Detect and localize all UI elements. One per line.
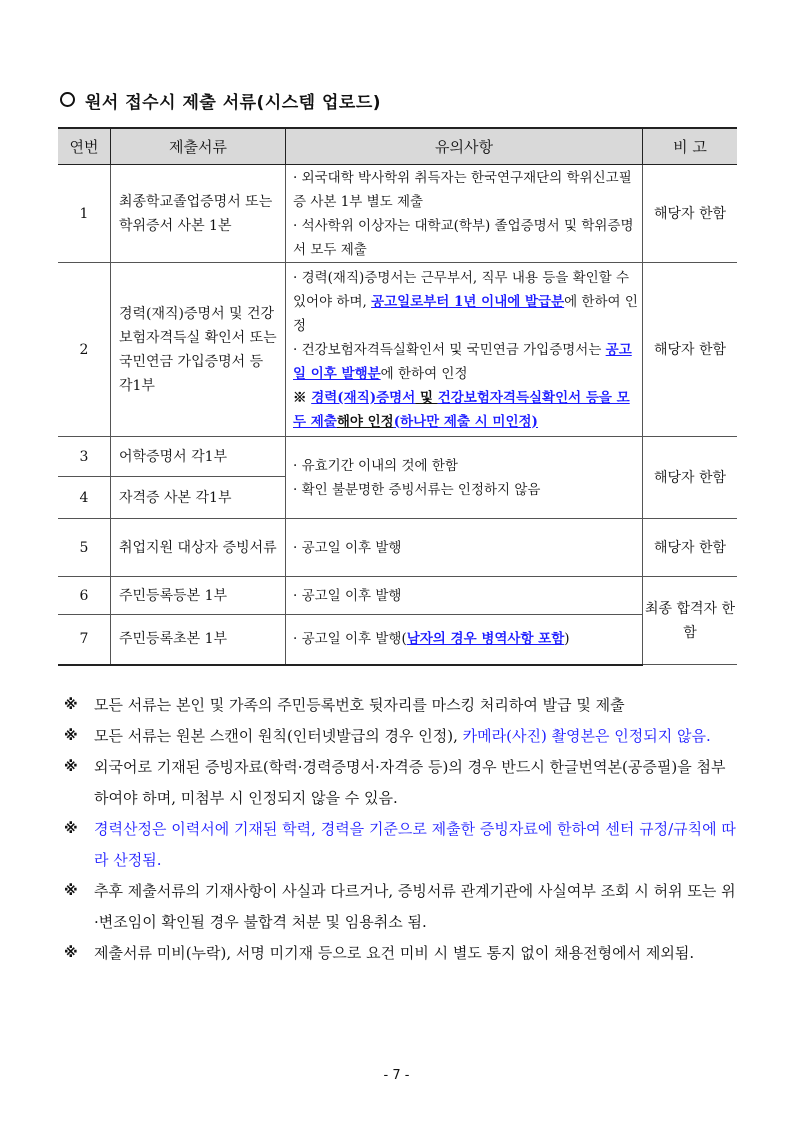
row-num: 3 — [58, 437, 111, 477]
note-line: · 건강보험자격득실확인서 및 국민연금 가입증명서는 공고일 이후 발행분에 한하여 인정 — [293, 341, 632, 382]
note-line: · 확인 불분명한 증빙서류는 인정하지 않음 — [293, 481, 541, 498]
section-title-text: 원서 접수시 제출 서류(시스템 업로드) — [85, 93, 382, 113]
col-header-num: 연번 — [58, 128, 111, 165]
row-remark: 해당자 한함 — [643, 519, 738, 577]
table-row — [58, 577, 737, 615]
notes-list — [64, 690, 739, 969]
page-number: - 7 - — [383, 1068, 410, 1083]
note-item: ※ 외국어로 기재된 증빙자료(학력·경력증명서·자격증 등)의 경우 반드시 한글번역본(공증필)을 첨부하여야 하며, 미첨부 시 인정되지 않을 수 있음. — [64, 758, 726, 807]
col-header-note: 유의사항 — [286, 128, 643, 165]
note-warning: ※ 경력(재직)증명서 및 건강보험자격득실확인서 등을 모두 제출해야 인정(하나만 제출 시 미인정) — [293, 389, 630, 430]
row-doc: 자격증 사본 각1부 — [111, 477, 286, 519]
table-row — [58, 165, 737, 263]
table-row — [58, 519, 737, 577]
row-num: 2 — [58, 263, 111, 437]
row-doc: 취업지원 대상자 증빙서류 — [111, 519, 286, 577]
row-note: · 공고일 이후 발행 — [286, 519, 643, 577]
row-doc: 주민등록등본 1부 — [111, 577, 286, 615]
note-item: ※ 경력산정은 이력서에 기재된 학력, 경력을 기준으로 제출한 증빙자료에 한하여 센터 규정/규칙에 따라 산정됨. — [64, 820, 736, 869]
row-num: 1 — [58, 165, 111, 263]
section-title — [60, 88, 381, 113]
note-line: · 석사학위 이상자는 대학교(학부) 졸업증명서 및 학위증명서 모두 제출 — [293, 217, 634, 258]
row-num: 7 — [58, 615, 111, 665]
note-line: · 유효기간 이내의 것에 한함 — [293, 457, 458, 474]
note-line: · 경력(재직)증명서는 근무부서, 직무 내용 등을 확인할 수 있어야 하며, 공고일로부터 1년 이내에 발급분에 한하여 인정 — [293, 269, 638, 334]
row-doc: 어학증명서 각1부 — [111, 437, 286, 477]
row-num: 5 — [58, 519, 111, 577]
row-remark: 해당자 한함 — [643, 437, 738, 519]
note-item: ※ 모든 서류는 본인 및 가족의 주민등록번호 뒷자리를 마스킹 처리하여 발급 및 제출 — [64, 696, 625, 714]
row-note — [286, 165, 643, 263]
note-line: · 외국대학 박사학위 취득자는 한국연구재단의 학위신고필증 사본 1부 별도 제출 — [293, 169, 632, 210]
row-num: 6 — [58, 577, 111, 615]
row-remark: 해당자 한함 — [643, 263, 738, 437]
row-note: · 공고일 이후 발행(남자의 경우 병역사항 포함) — [286, 615, 643, 665]
row-note — [286, 263, 643, 437]
row-doc: 최종학교졸업증명서 또는 학위증서 사본 1본 — [111, 165, 286, 263]
col-header-remark: 비 고 — [643, 128, 738, 165]
row-num: 4 — [58, 477, 111, 519]
col-header-doc: 제출서류 — [111, 128, 286, 165]
note-item: ※ 추후 제출서류의 기재사항이 사실과 다르거나, 증빙서류 관계기관에 사실여부 조회 시 허위 또는 위·변조임이 확인될 경우 불합격 처분 및 임용취소 됨. — [64, 882, 736, 931]
row-note: · 공고일 이후 발행 — [286, 577, 643, 615]
row-remark: 해당자 한함 — [643, 165, 738, 263]
table-row — [58, 437, 737, 477]
table-row — [58, 263, 737, 437]
row-note — [286, 437, 643, 519]
row-doc: 주민등록초본 1부 — [111, 615, 286, 665]
note-item: ※ 제출서류 미비(누락), 서명 미기재 등으로 요건 미비 시 별도 통지 없이 채용전형에서 제외됨. — [64, 944, 695, 962]
note-item: ※ 모든 서류는 원본 스캔이 원칙(인터넷발급의 경우 인정), 카메라(사진) 촬영본은 인정되지 않음. — [64, 727, 711, 745]
circle-bullet-icon — [60, 92, 75, 107]
row-doc: 경력(재직)증명서 및 건강보험자격득실 확인서 또는 국민연금 가입증명서 등 각1부 — [111, 263, 286, 437]
table-row — [58, 615, 737, 665]
documents-table — [58, 127, 737, 666]
row-remark: 최종 합격자 한함 — [643, 577, 738, 665]
